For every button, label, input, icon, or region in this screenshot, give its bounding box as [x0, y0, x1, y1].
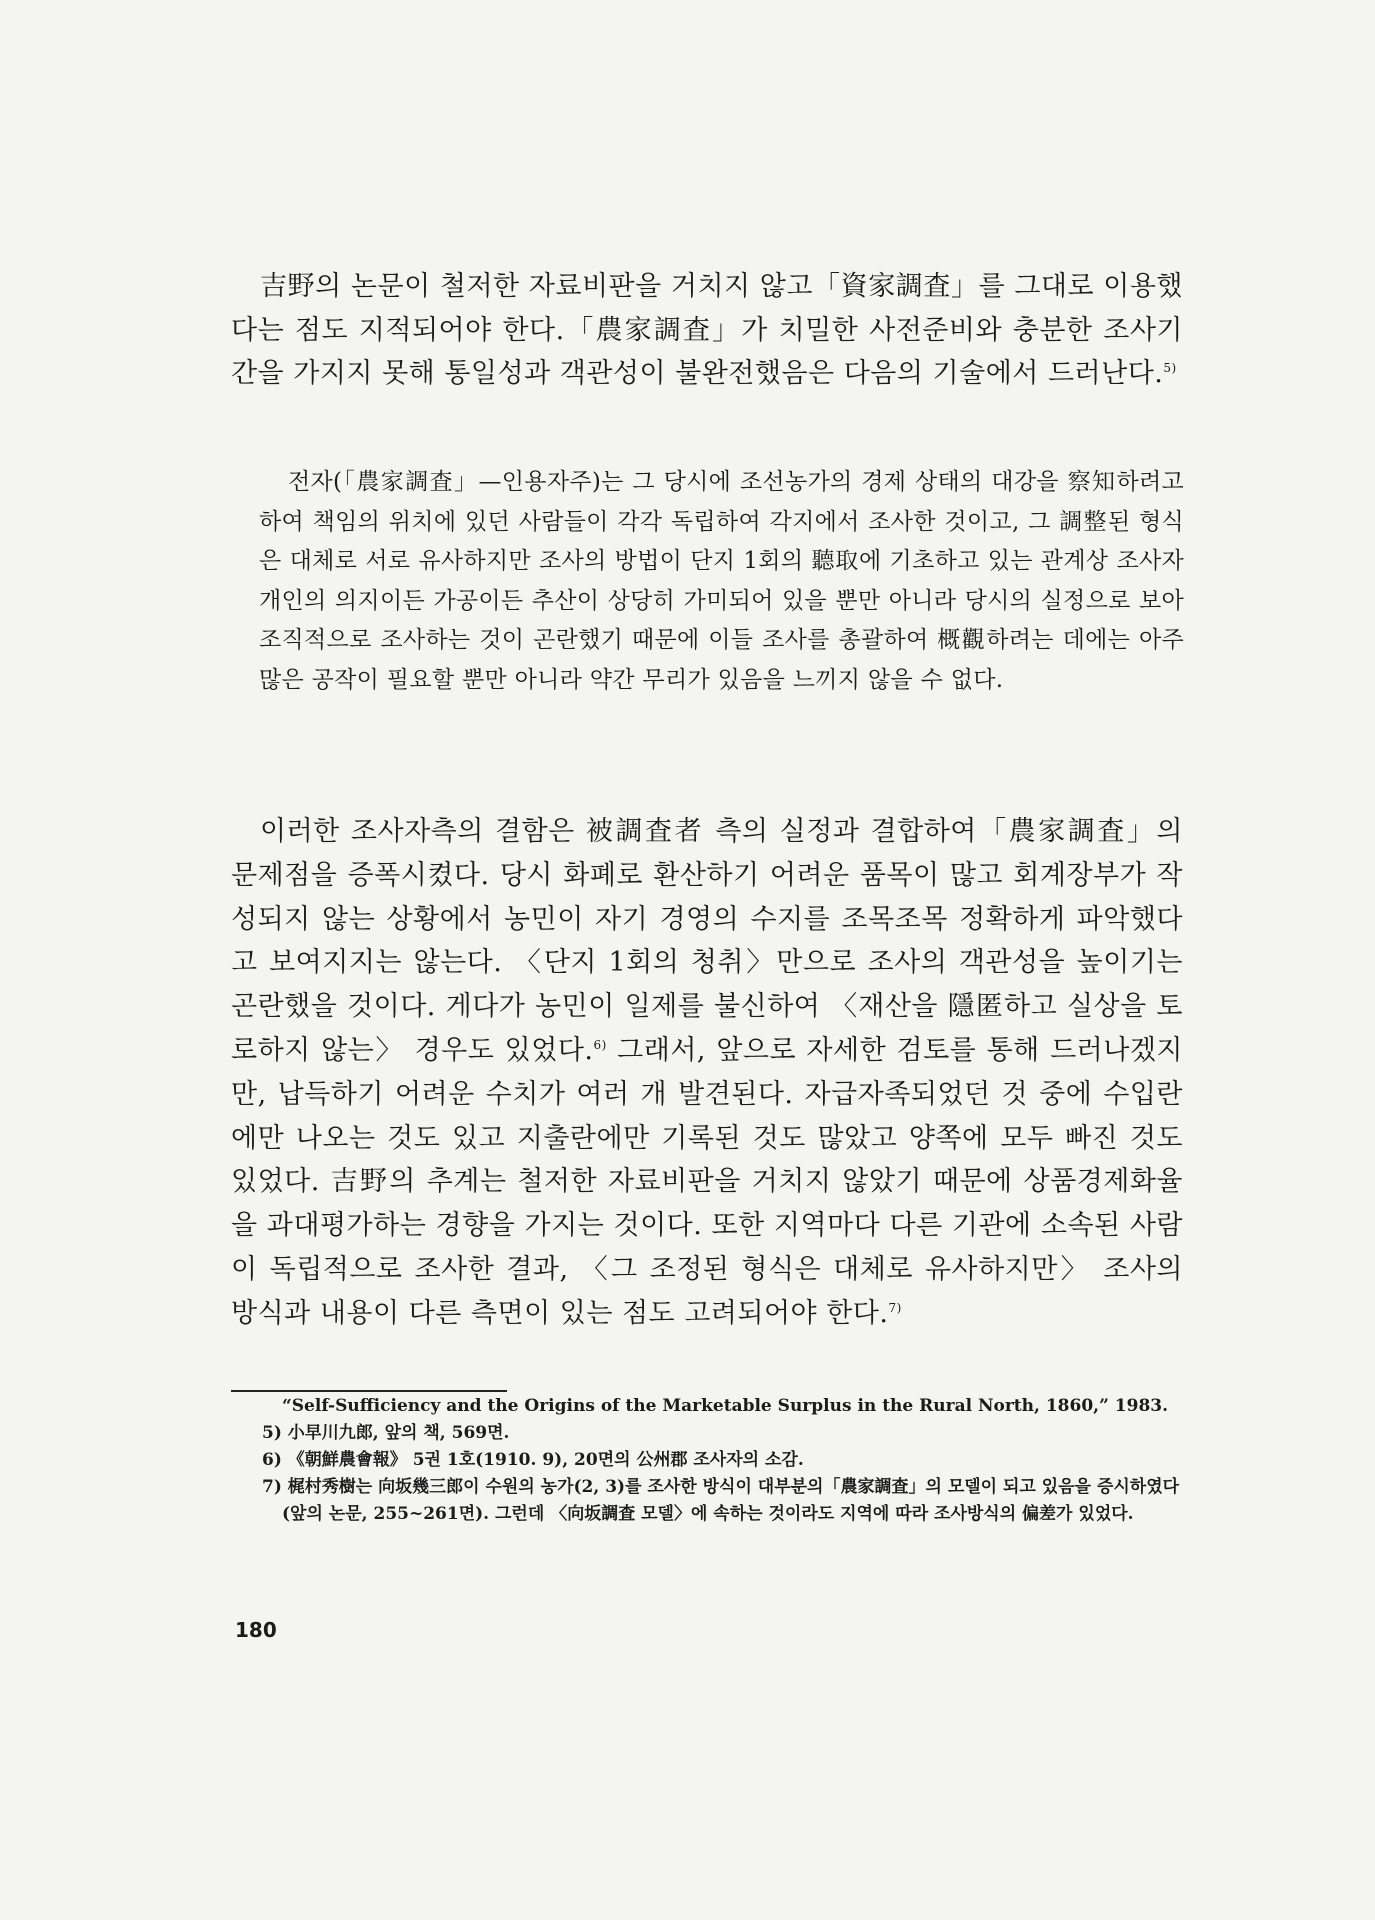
footnote-5: 5) 小早川九郎, 앞의 책, 569면. [262, 1423, 510, 1443]
paragraph-text-b: 그래서, 앞으로 자세한 검토를 통해 드러나겠지만, 납득하기 어려운 수치가 여러 개 발견된다. 자급자족되었던 것 중에 수입란에만 나오는 것도 있고 지출란에만 기록된 것도 많았고 양쪽에 모두 빠진 것도 있었다. 吉野의 추계는 철저한 자료비판을 거치지 않았기 때문에 상품경제화율을 과대평가하는 경향을 가지는 것이다. 또한 지역마다 다른 기관에 소속된 사람이 독립적으로 조사한 결과, 〈그 조정된 형식은 대체로 유사하지만〉 조사의 방식과 내용이 다른 측면이 있는 점도 고려되어야 한다. [231, 1034, 1184, 1329]
quote-text: 전자(「農家調査」—인용자주)는 그 당시에 조선농가의 경제 상태의 대강을 察知하려고 하여 책임의 위치에 있던 사람들이 각각 독립하여 각지에서 조사한 것이고, 그 調整된 형식은 대체로 서로 유사하지만 조사의 방법이 단지 1회의 聽取에 기초하고 있는 관계상 조사자 개인의 의지이든 가공이든 추산이 상당히 가미되어 있을 뿐만 아니라 당시의 실정으로 보아 조직적으로 조사하는 것이 곤란했기 때문에 이들 조사를 총괄하여 概觀하려는 데에는 아주 많은 공작이 필요할 뿐만 아니라 약간 무리가 있음을 느끼지 않을 수 없다. [259, 469, 1184, 693]
footnote-divider [231, 1390, 507, 1392]
footnote-6: 6) 《朝鮮農會報》 5권 1호(1910. 9), 20면의 公州郡 조사자의 소감. [262, 1450, 804, 1470]
footnote-ref-7: 7) [888, 1300, 902, 1315]
block-quote [259, 463, 1184, 700]
footnote-7: 7) 梶村秀樹는 向坂幾三郎이 수원의 농가(2, 3)를 조사한 방식이 대부분의「農家調査」의 모델이 되고 있음을 증시하였다(앞의 논문, 255~261면). 그런데 〈向坂調査 모델〉에 속하는 것이라도 지역에 따라 조사방식의 偏差가 있었다. [262, 1477, 1180, 1524]
paragraph-text-a: 이러한 조사자측의 결함은 被調査者 측의 실정과 결합하여「農家調査」의 문제점을 증폭시켰다. 당시 화폐로 환산하기 어려운 품목이 많고 회계장부가 작성되지 않는 상황에서 농민이 자기 경영의 수지를 조목조목 정확하게 파악했다고 보여지지는 않는다. 〈단지 1회의 청취〉만으로 조사의 객관성을 높이기는 곤란했을 것이다. 게다가 농민이 일제를 불신하여 〈재산을 隱匿하고 실상을 토로하지 않는〉 경우도 있었다. [231, 816, 1183, 1066]
footnote-continuation: “Self-Sufficiency and the Origins of the Marketable Surplus in the Rural North, 1860,” 1983. [282, 1396, 1169, 1416]
footnote-ref-6: 6) [593, 1037, 607, 1052]
footnote-ref-5: 5) [1163, 361, 1177, 375]
footnotes [262, 1393, 1182, 1528]
body-paragraph-2 [231, 810, 1183, 1336]
paragraph-text: 吉野의 논문이 철저한 자료비판을 거치지 않고「資家調査」를 그대로 이용했다는 점도 지적되어야 한다.「農家調査」가 치밀한 사전준비와 충분한 조사기간을 가지지 못해 통일성과 객관성이 불완전했음은 다음의 기술에서 드러난다. [231, 271, 1183, 389]
page-number: 180 [235, 1618, 277, 1642]
body-paragraph-1 [231, 265, 1183, 396]
